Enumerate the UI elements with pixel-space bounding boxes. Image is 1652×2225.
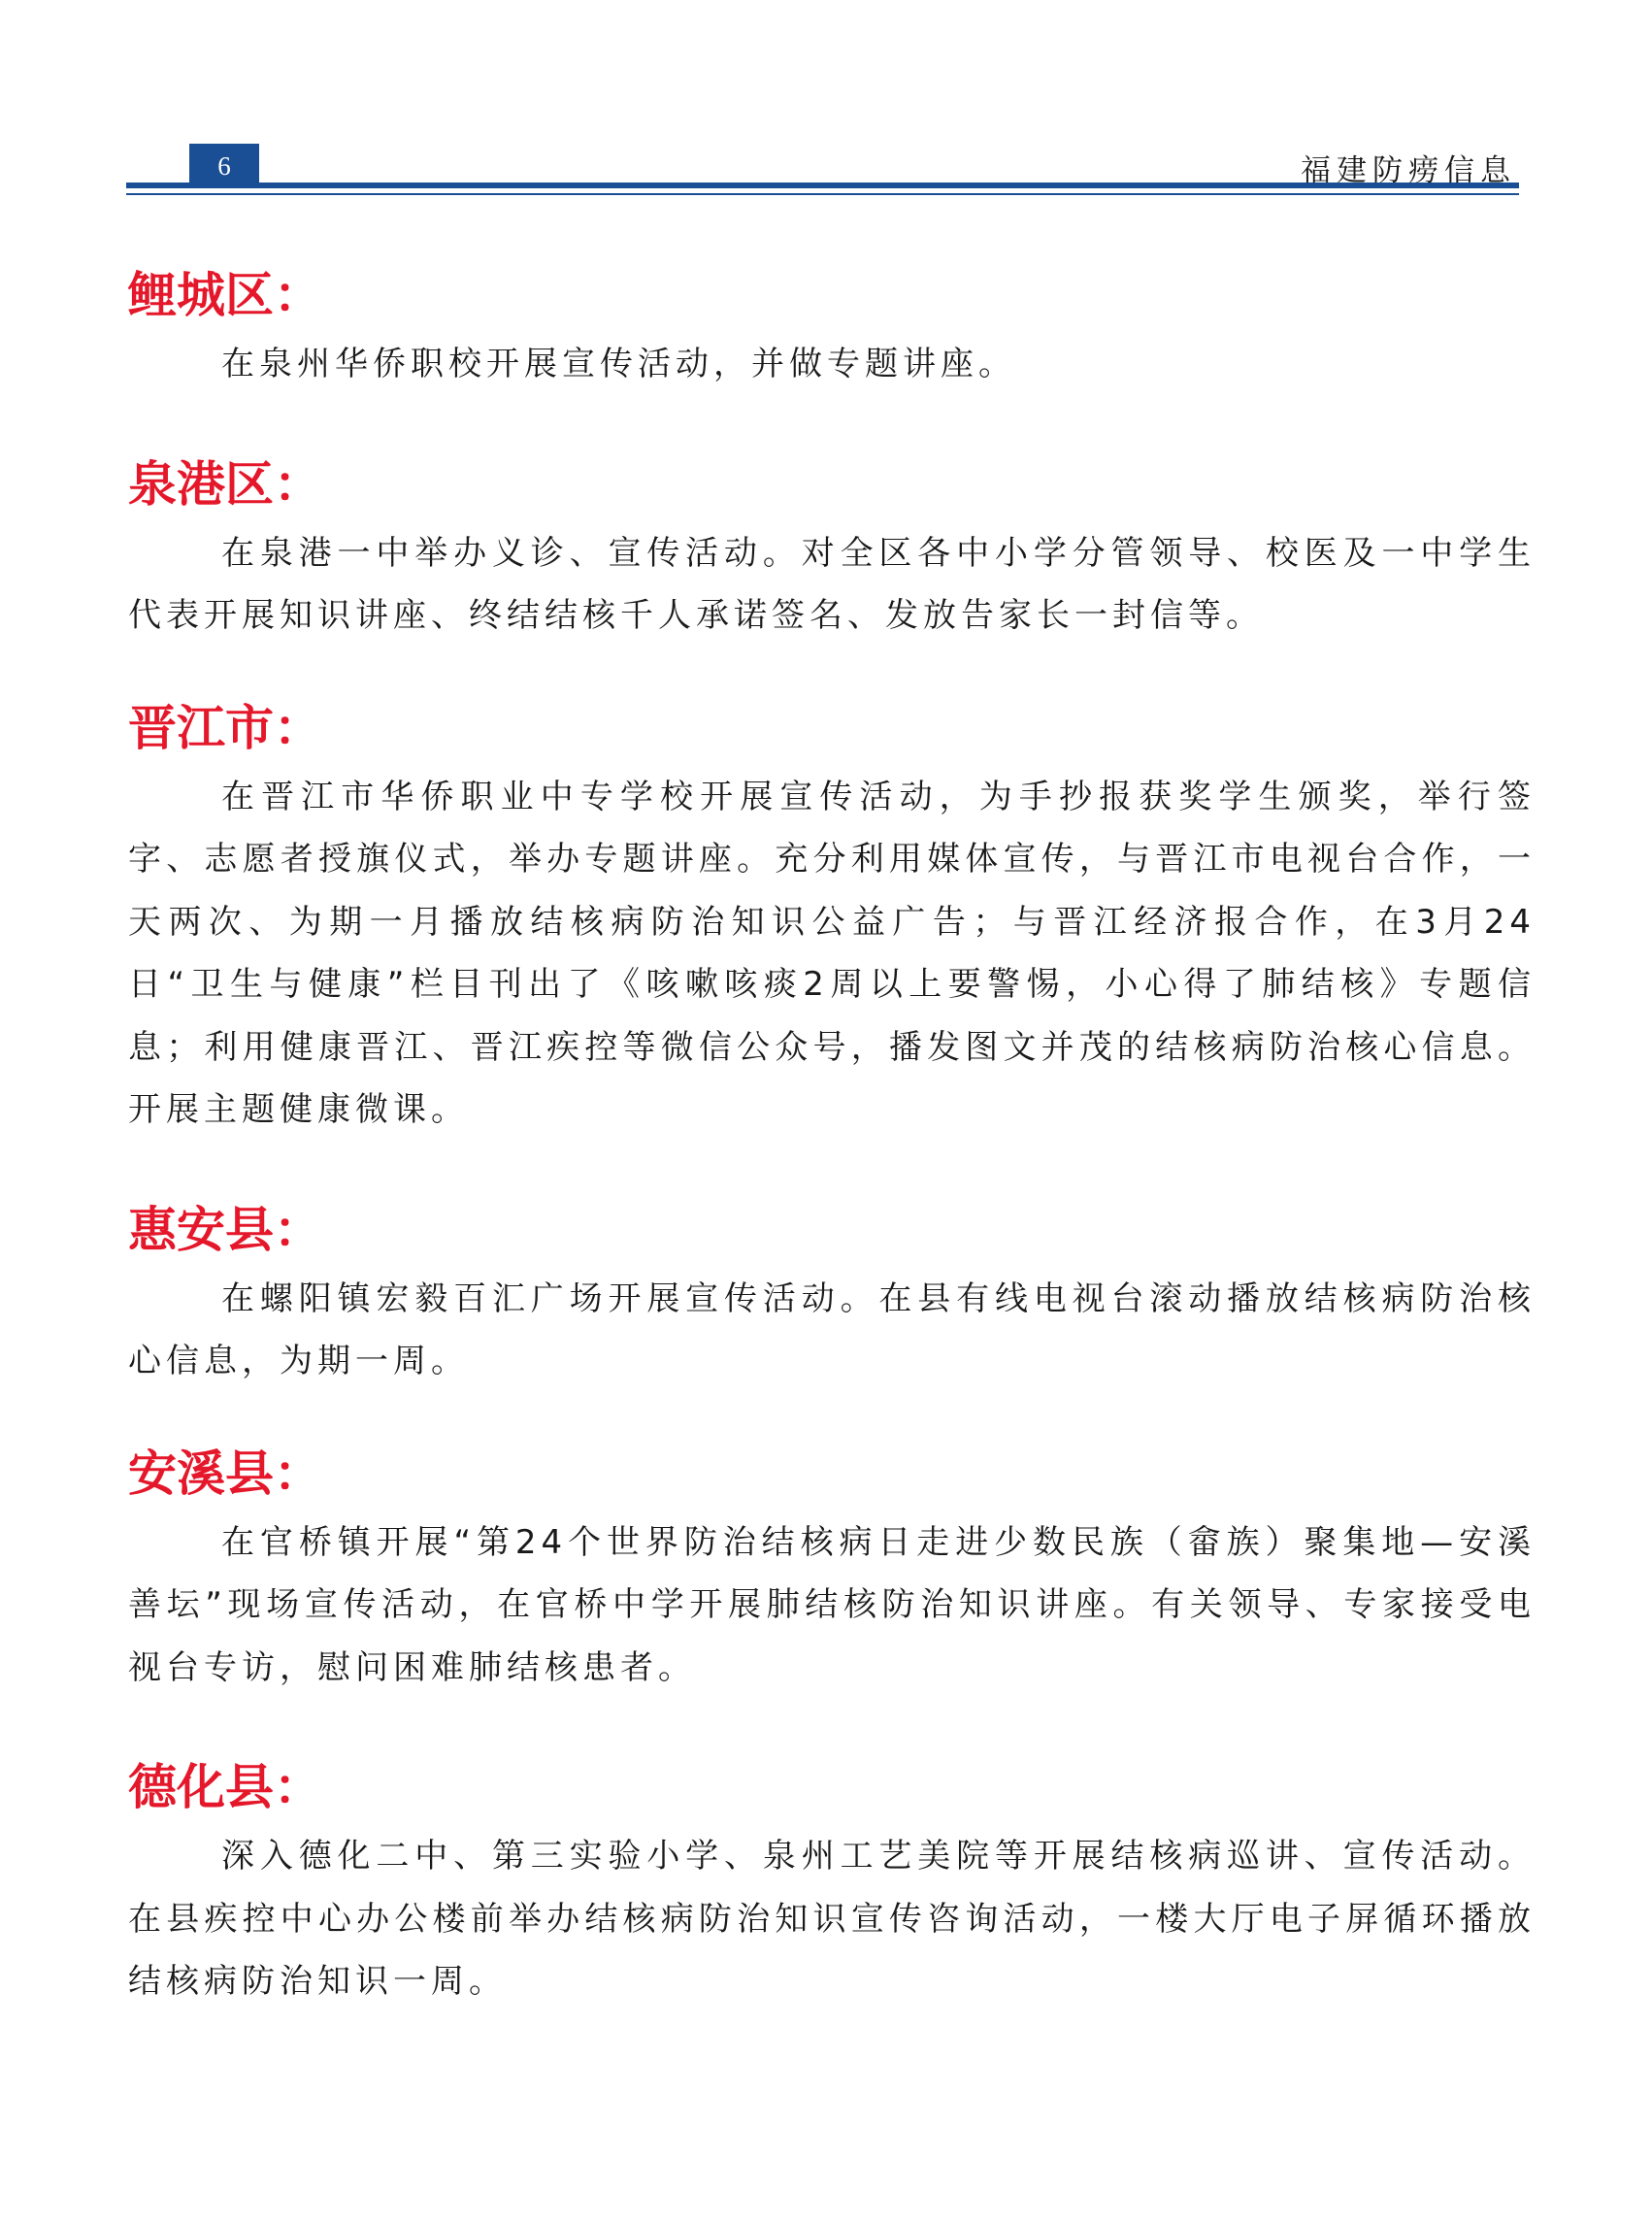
- section-quangang: [128, 447, 1536, 648]
- article-content: [128, 257, 1536, 2013]
- section-dehua: [128, 1749, 1536, 2013]
- section-body: 深入德化二中、第三实验小学、泉州工艺美院等开展结核病巡讲、宣传活动。在县疾控中心办公楼前举办结核病防治知识宣传咨询活动，一楼大厅电子屏循环播放结核病防治知识一周。: [128, 1837, 1536, 2001]
- section-heading: 安溪县：: [128, 1444, 322, 1502]
- section-anxi: [128, 1436, 1536, 1700]
- section-heading: 德化县：: [128, 1758, 322, 1815]
- section-licheng: [128, 257, 1536, 396]
- section-heading: 泉港区：: [128, 454, 322, 513]
- section-body: 在螺阳镇宏毅百汇广场开展宣传活动。在县有线电视台滚动播放结核病防治核心信息，为期一周。: [128, 1279, 1536, 1380]
- section-body: 在官桥镇开展“第24个世界防治结核病日走进少数民族（畲族）聚集地—安溪善坛”现场宣传活动，在官桥中学开展肺结核防治知识讲座。有关领导、专家接受电视台专访，慰问困难肺结核患者。: [128, 1522, 1536, 1687]
- section-huian: [128, 1192, 1536, 1393]
- section-body: 在晋江市华侨职业中专学校开展宣传活动，为手抄报获奖学生颁奖，举行签字、志愿者授旗仪式，举办专题讲座。充分利用媒体宣传，与晋江市电视台合作，一天两次、为期一月播放结核病防治知识公益广告；与晋江经济报合作，在3月24日“卫生与健康”栏目刊出了《咳嗽咳痰2周以上要警惕，小心得了肺结核》专题信息；利用健康晋江、晋江疾控等微信公众号，播发图文并茂的结核病防治核心信息。开展主题健康微课。: [128, 777, 1536, 1129]
- section-heading: 晋江市：: [128, 698, 322, 756]
- section-body: 在泉港一中举办义诊、宣传活动。对全区各中小学分管领导、校医及一中学生代表开展知识讲座、终结结核千人承诺签名、发放告家长一封信等。: [128, 533, 1536, 635]
- header-rule-thin: [126, 193, 1519, 195]
- section-body: 在泉州华侨职校开展宣传活动，并做专题讲座。: [221, 345, 1016, 383]
- page-number: 6: [189, 144, 259, 188]
- section-jinjiang: [128, 690, 1536, 1142]
- section-heading: 惠安县：: [128, 1200, 322, 1258]
- page-header: [0, 0, 1652, 204]
- section-heading: 鲤城区：: [128, 266, 322, 323]
- publication-title: 福建防痨信息: [1301, 153, 1516, 188]
